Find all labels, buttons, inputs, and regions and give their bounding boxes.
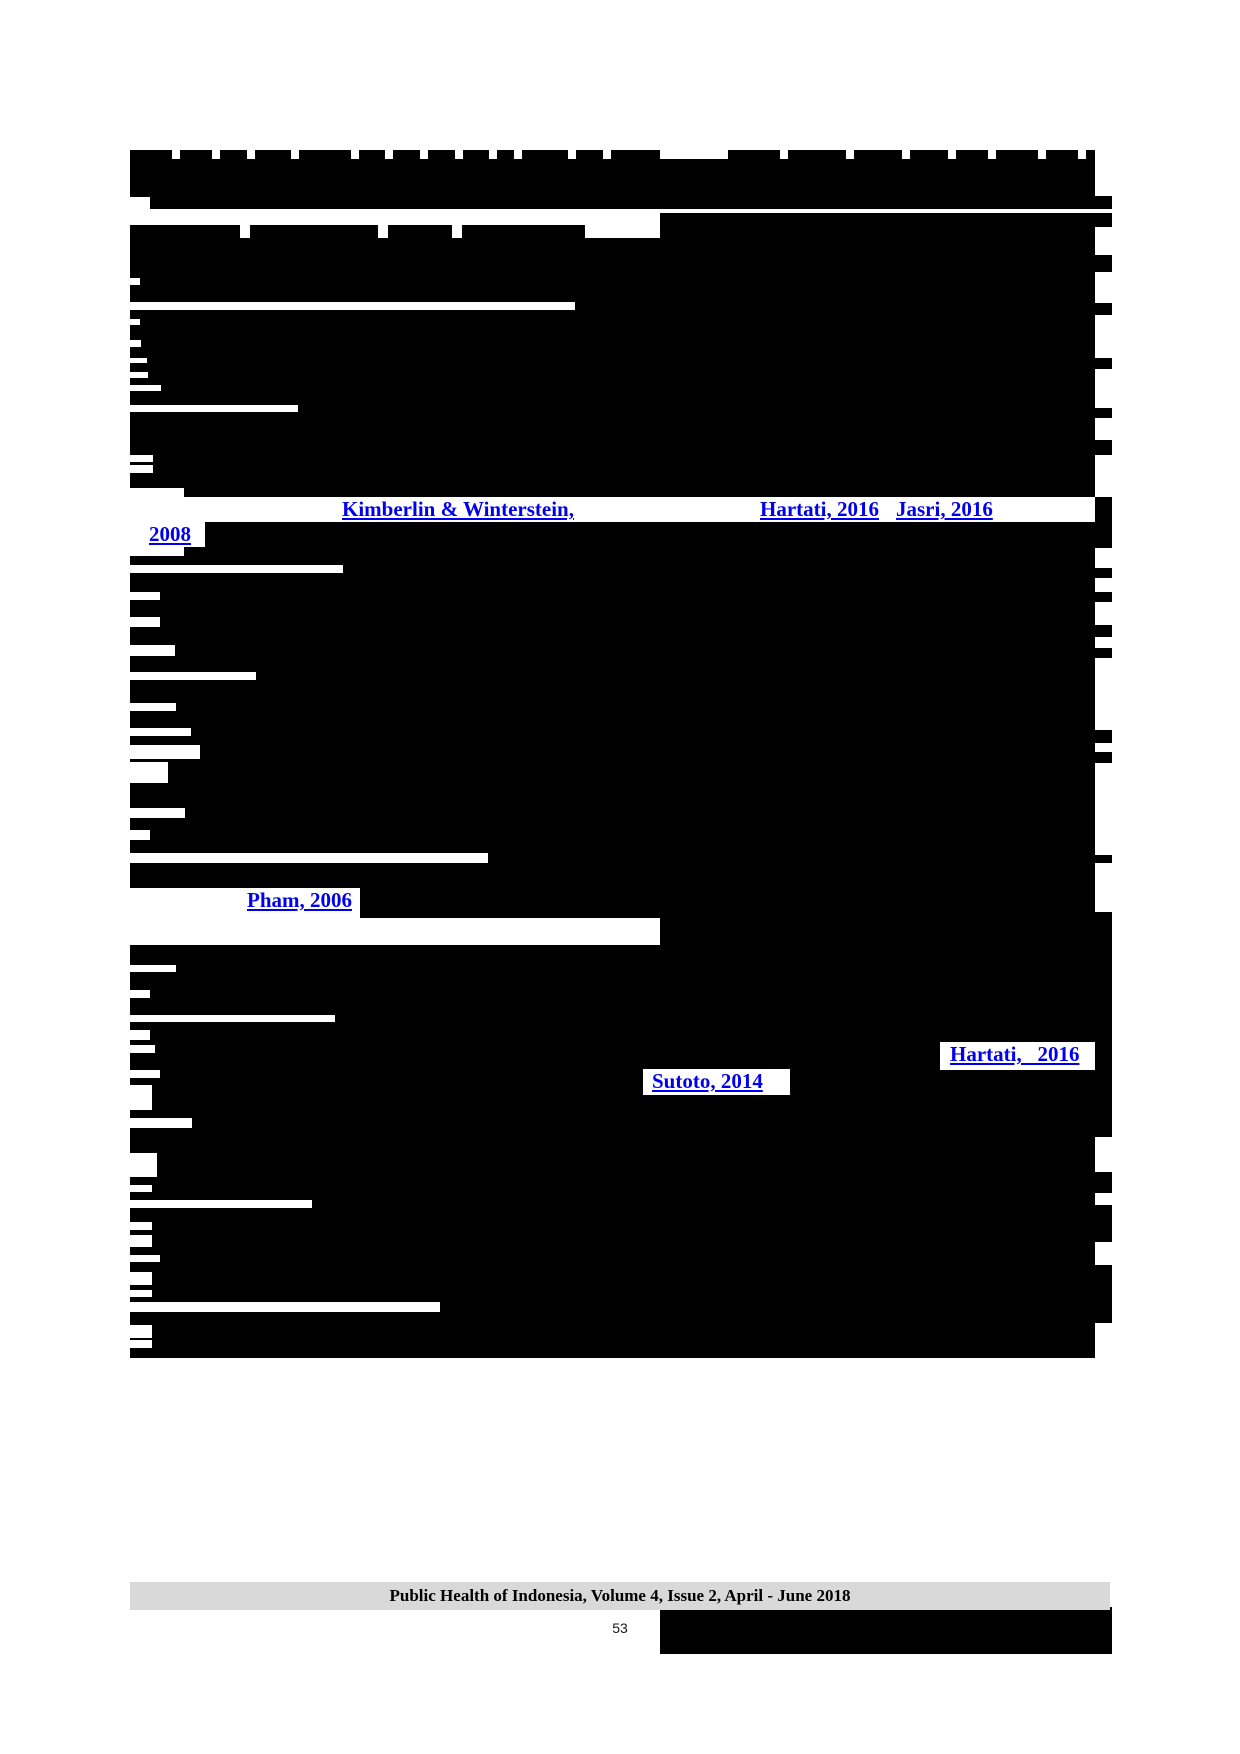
text-gap <box>130 728 191 736</box>
text-gap <box>130 745 200 759</box>
text-gap <box>130 1302 440 1312</box>
citation-link-hartati-2016-ref2[interactable]: Hartati, 2016 <box>950 1042 1080 1066</box>
text-gap <box>130 465 153 473</box>
citation-link-jasri-2016[interactable]: Jasri, 2016 <box>896 497 993 521</box>
redaction-bar <box>660 1607 1112 1654</box>
text-gap <box>130 853 488 863</box>
text-gap <box>130 1118 192 1128</box>
text-gap <box>130 1200 312 1208</box>
citation-link-hartati-2016-ref1[interactable]: Hartati, 2016 <box>760 497 879 521</box>
text-gap <box>130 565 343 573</box>
text-gap <box>130 455 153 462</box>
text-gap <box>130 547 184 556</box>
text-gap <box>130 405 298 412</box>
redaction-bar <box>462 225 585 238</box>
text-gap <box>130 385 161 391</box>
text-gap <box>130 340 141 347</box>
text-gap <box>130 1222 152 1230</box>
text-gap <box>130 302 575 310</box>
text-gap <box>130 990 150 998</box>
text-gap <box>130 1015 335 1022</box>
journal-footer-bar <box>130 1582 1110 1610</box>
redaction-bar <box>1095 303 1112 315</box>
text-gap <box>130 918 660 945</box>
text-gap <box>130 617 160 627</box>
text-gap <box>130 1045 155 1053</box>
text-gap <box>130 488 184 497</box>
redaction-bar <box>1095 358 1112 369</box>
text-gap <box>130 1340 152 1348</box>
redaction-bar <box>1095 912 1112 1137</box>
text-gap <box>130 1030 150 1040</box>
redaction-bar <box>150 196 1112 209</box>
journal-footer-text: Public Health of Indonesia, Volume 4, Issue 2, April - June 2018 <box>389 1586 851 1605</box>
redaction-bar <box>1095 568 1112 578</box>
redaction-bar <box>1095 1265 1112 1323</box>
redaction-bar <box>1095 855 1112 863</box>
text-gap <box>130 358 147 363</box>
citation-link-kimberlin-2008-tail[interactable]: 2008 <box>149 522 191 546</box>
redaction-bar <box>660 213 1112 227</box>
text-gap <box>130 672 256 680</box>
redaction-bar <box>388 225 452 238</box>
redaction-bar <box>250 225 378 238</box>
redaction-bar <box>130 225 240 238</box>
text-gap <box>130 965 176 972</box>
text-gap <box>130 1255 160 1262</box>
text-gap <box>130 703 176 711</box>
redaction-bar <box>130 159 1095 197</box>
text-gap <box>130 808 185 818</box>
text-gap <box>130 1185 152 1192</box>
redaction-bar <box>1095 408 1112 418</box>
redaction-bar <box>1095 440 1112 455</box>
text-gap <box>130 372 148 378</box>
text-gap <box>130 592 160 600</box>
text-gap <box>130 1325 152 1338</box>
redaction-bar <box>1095 648 1112 658</box>
text-gap <box>130 1272 152 1285</box>
citation-link-kimberlin-winterstein-2008[interactable]: Kimberlin & Winterstein, <box>342 497 574 521</box>
text-gap <box>130 762 168 783</box>
redaction-bar <box>1095 592 1112 602</box>
redaction-bar <box>1095 730 1112 743</box>
text-gap <box>130 645 175 656</box>
text-gap <box>130 319 140 325</box>
page-number: 53 <box>612 1620 628 1636</box>
citation-link-sutoto-2014[interactable]: Sutoto, 2014 <box>652 1069 763 1093</box>
text-gap <box>130 1235 152 1247</box>
redaction-bar <box>1095 255 1112 272</box>
text-gap <box>130 1085 152 1110</box>
citation-link-pham-2006[interactable]: Pham, 2006 <box>247 888 352 912</box>
text-gap <box>130 278 140 285</box>
redaction-bar <box>1095 497 1112 548</box>
redaction-bar <box>1095 752 1112 763</box>
redaction-bar <box>1095 1205 1112 1242</box>
redaction-bar <box>1095 1172 1112 1193</box>
text-gap <box>130 1070 160 1078</box>
redaction-bar <box>1095 625 1112 637</box>
text-gap <box>130 1153 157 1177</box>
redaction-bar <box>660 227 1095 238</box>
text-gap <box>130 830 150 840</box>
text-gap <box>130 1290 152 1297</box>
